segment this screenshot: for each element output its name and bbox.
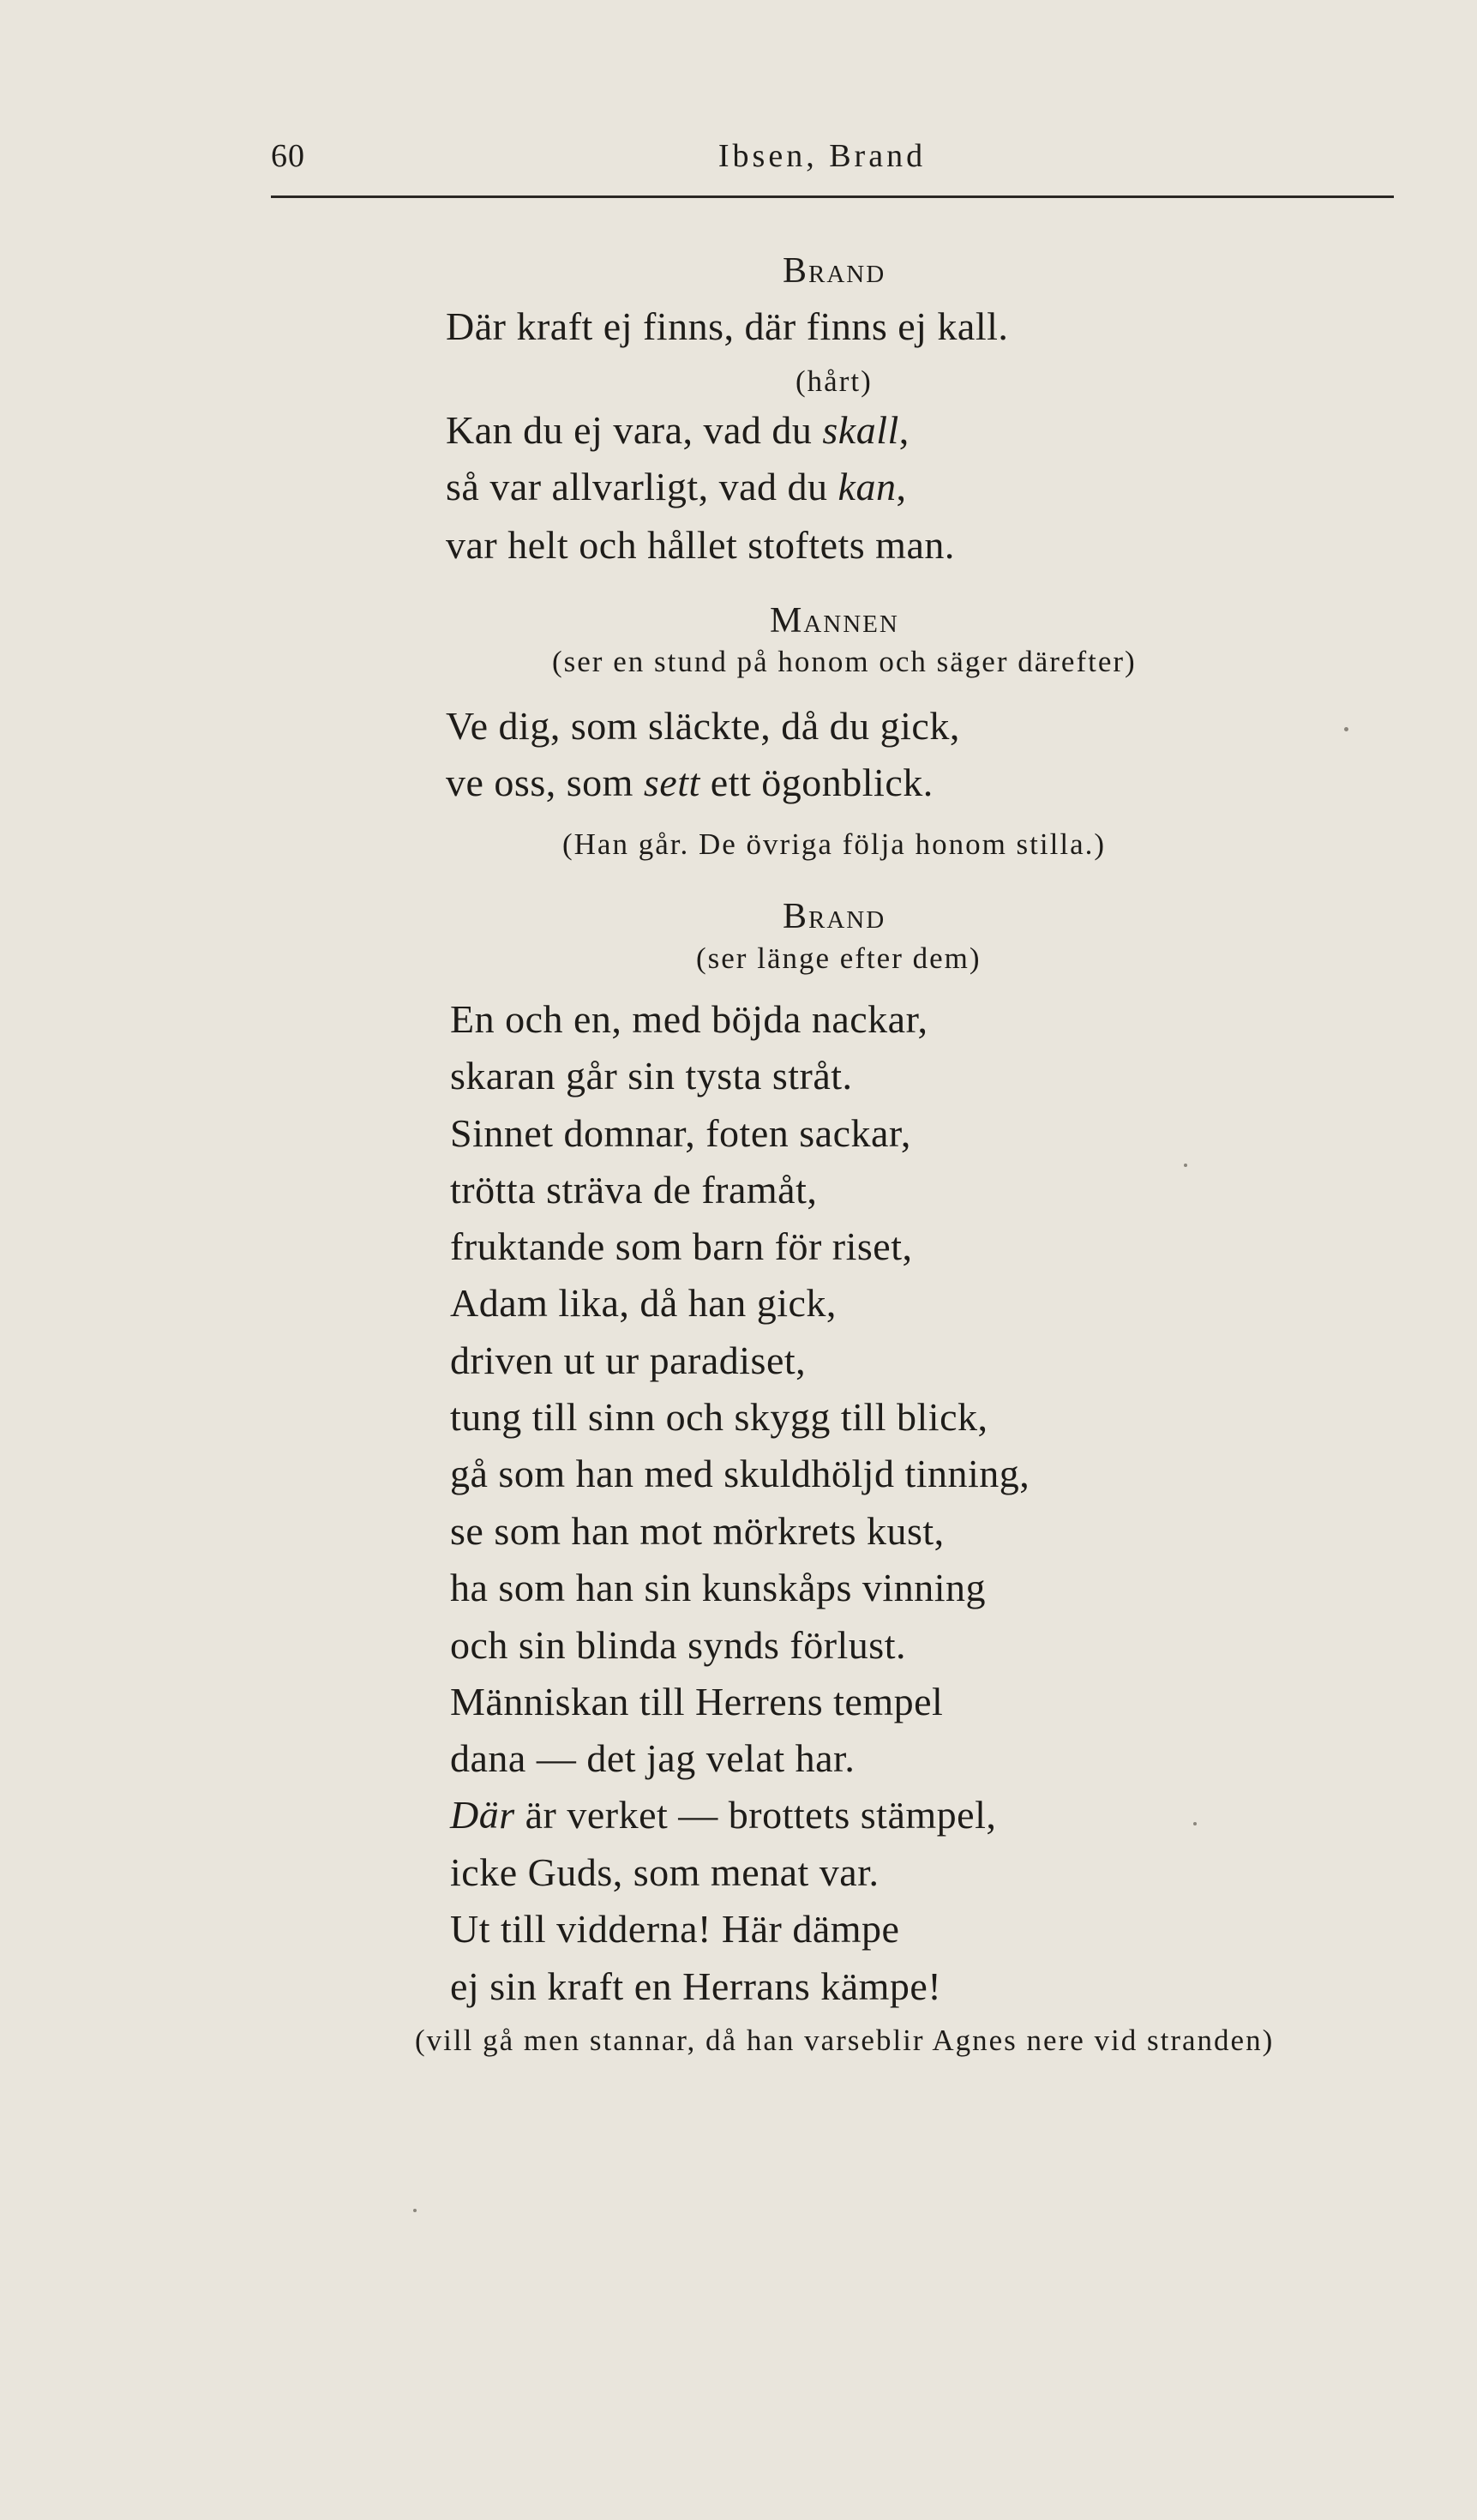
verse-text: fruktande som barn för riset, xyxy=(450,1224,913,1268)
running-title: Ibsen, Brand xyxy=(717,138,927,174)
verse-line xyxy=(450,1454,1030,1494)
verse-line xyxy=(446,408,910,452)
verse-line xyxy=(450,1907,900,1951)
verse-text: är verket — brottets stämpel, xyxy=(514,1793,997,1837)
verse-text: och sin blinda synds förlust. xyxy=(450,1623,906,1667)
verse-line xyxy=(450,1964,942,2008)
speaker-initial: Brand xyxy=(783,251,886,291)
verse-text: så var allvarligt, vad du xyxy=(446,465,838,508)
verse-line xyxy=(450,1338,807,1382)
page-header xyxy=(271,137,1394,189)
emphasized-word: sett xyxy=(643,761,700,804)
verse-line xyxy=(450,1111,911,1155)
stage-direction: (vill gå men stannar, då han varseblir Agnes nere vid stranden) xyxy=(415,2024,1275,2057)
verse-text: driven ut ur paradiset, xyxy=(450,1338,807,1382)
verse-text: Ve dig, som släckte, då du gick, xyxy=(446,704,960,748)
verse-line xyxy=(450,1568,986,1608)
verse-line xyxy=(450,1281,837,1325)
verse-text: ve oss, som xyxy=(446,761,644,804)
stage-direction: (hårt) xyxy=(796,364,873,398)
verse-line xyxy=(446,763,934,803)
paper-speck xyxy=(413,2209,417,2212)
verse-text: icke Guds, som menat var. xyxy=(450,1850,880,1894)
speaker-name xyxy=(783,250,886,292)
verse-text: ha som han sin kunskåps vinning xyxy=(450,1566,986,1609)
paper-speck xyxy=(1184,1164,1187,1167)
verse-text: gå som han med skuldhöljd tinning, xyxy=(450,1452,1030,1495)
verse-line xyxy=(450,1395,988,1439)
verse-line xyxy=(450,1623,906,1667)
speaker-name xyxy=(783,896,886,937)
verse-line xyxy=(450,1736,856,1780)
verse-text: Kan du ej vara, vad du xyxy=(446,408,823,452)
verse-line xyxy=(450,1224,913,1268)
speaker-initial: Mannen xyxy=(770,601,899,641)
verse-text: trötta sträva de framåt, xyxy=(450,1168,818,1212)
verse-text: Sinnet domnar, foten sackar, xyxy=(450,1111,911,1155)
verse-text: skaran går sin tysta stråt. xyxy=(450,1054,853,1098)
paper-speck xyxy=(1344,727,1348,731)
verse-text: En och en, med böjda nackar, xyxy=(450,997,928,1041)
paper-speck xyxy=(1193,1822,1197,1825)
verse-line xyxy=(450,997,928,1041)
verse-text: dana — det jag velat har. xyxy=(450,1736,856,1780)
verse-line xyxy=(450,1170,817,1210)
emphasized-word: skall xyxy=(822,408,899,452)
verse-line xyxy=(450,1795,996,1835)
verse-line xyxy=(450,1682,943,1722)
verse-line xyxy=(450,1850,880,1894)
verse-text: ett ögonblick. xyxy=(699,761,934,804)
verse-text: tung till sinn och skygg till blick, xyxy=(450,1395,988,1439)
emphasized-word: kan xyxy=(838,465,897,508)
speaker-initial: Brand xyxy=(783,897,886,936)
verse-line xyxy=(446,704,960,748)
speaker-name xyxy=(770,600,899,641)
verse-text: Människan till Herrens tempel xyxy=(450,1680,944,1723)
page-number: 60 xyxy=(271,138,305,174)
verse-text: ej sin kraft en Herrans kämpe! xyxy=(450,1964,942,2008)
verse-line xyxy=(450,1509,945,1553)
verse-text: Adam lika, då han gick, xyxy=(450,1281,837,1325)
stage-direction: (ser länge efter dem) xyxy=(696,941,982,975)
header-rule xyxy=(271,195,1394,198)
emphasized-word: Där xyxy=(450,1793,515,1837)
verse-text: , xyxy=(896,465,907,508)
verse-text: var helt och hållet stoftets man. xyxy=(446,523,955,567)
verse-line xyxy=(446,304,1009,348)
verse-text: , xyxy=(898,408,910,452)
verse-text: Där kraft ej finns, där finns ej kall. xyxy=(446,304,1009,348)
stage-direction: (ser en stund på honom och säger därefter) xyxy=(552,645,1137,678)
verse-line xyxy=(450,1056,853,1096)
stage-direction: (Han går. De övriga följa honom stilla.) xyxy=(562,827,1107,861)
verse-text: Ut till vidderna! Här dämpe xyxy=(450,1907,900,1951)
verse-text: se som han mot mörkrets kust, xyxy=(450,1509,945,1553)
verse-line xyxy=(446,467,906,507)
verse-line xyxy=(446,523,955,567)
